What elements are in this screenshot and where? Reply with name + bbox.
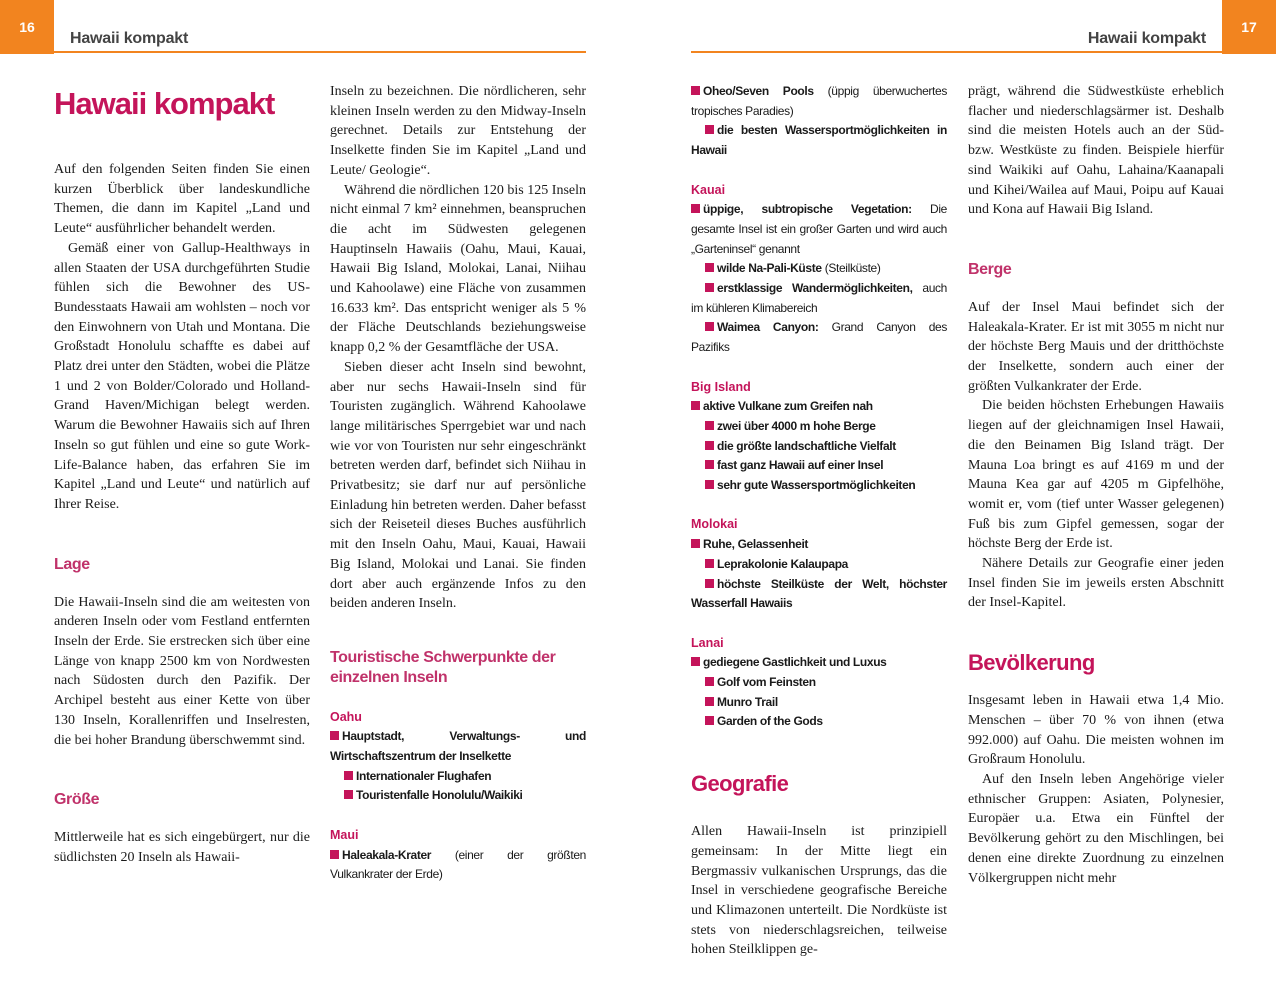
bullet-square-icon (705, 716, 714, 725)
island-label-molokai: Molokai (691, 517, 738, 532)
list-item: zwei über 4000 m hohe Berge (691, 417, 947, 437)
list-item: Golf vom Feinsten (691, 673, 947, 693)
text-column-2 (330, 82, 586, 885)
bullet-square-icon (705, 263, 714, 272)
section-heading-groesse: Größe (54, 791, 100, 809)
right-page (638, 0, 1276, 1000)
list-item: Waimea Canyon: Grand Canyon des Pazifiks (691, 320, 947, 355)
list-item: Munro Trail (691, 693, 947, 713)
list-item: sehr gute Wassersportmöglichkeiten (691, 476, 947, 496)
island-label-maui: Maui (330, 827, 359, 842)
section-heading-lage: Lage (54, 555, 90, 573)
list-item: Touristenfalle Honolulu/Waikiki (330, 786, 586, 806)
highlights-heading: Touristische Schwerpunkte der einzelnen Inseln (330, 648, 556, 686)
island-label-kauai: Kauai (691, 182, 726, 197)
berge-paragraph: Auf der Insel Maui befindet sich der Haleakala-Krater. Er ist mit 3055 m nicht nur der höchste Berg Mauis und der dritthöchste der Inselkette, sondern auch einer der größten Vulkankrater der Erde. (968, 299, 1224, 394)
geografie-paragraph-cont: prägt, während die Südwestküste erheblich flacher und niederschlagsärmer ist. Deshalb sind die meisten Hotels auch an der Süd- bzw. Westküste zu finden. Beispiele hierfür sind Waikiki auf Oahu, Lahaina/Kaanapali und Kihei/Wailea auf Maui, Poipu auf Kauai und Kona auf Hawaii Big Island. (968, 84, 1224, 218)
bullet-square-icon (705, 283, 714, 292)
page-number: 16 (0, 0, 54, 54)
bullet-square-icon (344, 771, 353, 780)
list-item: erstklassige Wandermöglichkeiten, auch im kühleren Klimabereich (691, 281, 947, 315)
running-head: Hawaii kompakt (1087, 30, 1206, 47)
bevoelkerung-paragraph: Auf den Inseln leben Angehörige vieler ethnischer Gruppen: Asiaten, Polynesier, Europäer u.a. Etwa ein Fünftel der Bevölkerung gehört zu den Mischlingen, bei denen eine direkte Zuordnung zu einzelnen Völkergruppen nicht mehr (968, 771, 1224, 886)
list-item: Internationaler Flughafen (330, 767, 586, 787)
bullet-square-icon (691, 657, 700, 666)
list-item: üppige, subtropische Vegetation: Die gesamte Insel ist ein großer Garten und wird auch „Garteninsel“ genannt (691, 202, 947, 256)
berge-paragraph: Die beiden höchsten Erhebungen Hawaiis liegen auf der gleichnamigen Insel Hawaii, die den Beinamen Big Island trägt. Der Mauna Loa bringt es auf 4169 m und der Mauna Kea gar auf 4205 m Gipfelhöhe, womit er, vom (tief unter Wasser gelegenen) Fuß bis zum Gipfel gemessen, sogar der höchste Berg der Erde ist. (968, 398, 1224, 552)
groesse-paragraph: Mittlerweile hat es sich eingebürgert, nur die südlichsten 20 Inseln als Hawaii- (54, 830, 310, 865)
bullet-square-icon (705, 460, 714, 469)
bullet-square-icon (705, 677, 714, 686)
bullet-square-icon (705, 559, 714, 568)
inseln-paragraph: Sieben dieser acht Inseln sind bewohnt, aber nur sechs Hawaii-Inseln sind für Touristen zugänglich. Während Kahoolawe lange militärisches Sperrgebiet war und nach wie vor von Touristen nur sehr eingeschränkt betreten werden darf, befindet sich Niihau in Privatbesitz; sie darf nur auf persönliche Einladung hin betreten werden. Daher befasst sich der Reiseteil dieses Buches ausführlich mit den Inseln Oahu, Maui, Kauai, Hawaii Big Island, Molokai und Lanai. Sie finden dort aber auch ergänzende Infos zu den beiden anderen Inseln. (330, 359, 586, 612)
page-number: 17 (1222, 0, 1276, 54)
island-label-lanai: Lanai (691, 635, 724, 650)
bevoelkerung-paragraph: Insgesamt leben in Hawaii etwa 1,4 Mio. Menschen – über 70 % von ihnen (etwa 992.000) auf Oahu. Die meisten wohnen im Großraum Honolulu. (968, 693, 1224, 768)
flaeche-paragraph: Während die nördlichen 120 bis 125 Inseln nicht einmal 7 km² einnehmen, beanspruchen die acht im Südwesten gelegenen Hauptinseln Hawaiis (Oahu, Maui, Kauai, Hawaii Big Island, Molokai, Lanai, Niihau und Kahoolawe) eine Fläche von zusammen 16.633 km². Das entspricht weniger als 5 % der Fläche Deutschlands beziehungsweise knapp 0,2 % der Gesamtfläche der USA. (330, 182, 586, 356)
text-column-3 (691, 82, 947, 960)
bullet-square-icon (705, 441, 714, 450)
list-item: die größte landschaftliche Vielfalt (691, 437, 947, 457)
bullet-square-icon (705, 125, 714, 134)
bullet-square-icon (705, 480, 714, 489)
list-item: Oheo/Seven Pools (üppig überwuchertes tropisches Paradies) (691, 84, 947, 118)
intro-paragraph: Gemäß einer von Gallup-Healthways in allen Staaten der USA durchgeführten Studie fühlen sich die Bewohner des US-Bundesstaats Hawaii am wohlsten – noch vor den Einwohnern von Utah und Montana. Die Großstadt Honolulu schaffte es dabei auf Platz drei unter den Städten, wobei die Plätze 1 und 2 von Bolder/Colorado und Holland-Grand Haven/Michigan belegt werden. Warum die Bewohner Hawaiis sich auf Ihren Inseln so gut fühlen und eine so gute Work-Life-Balance haben, das erfahren Sie im Kapitel „Land und Leute“ und natürlich auf Ihrer Reise. (54, 240, 310, 512)
bullet-square-icon (330, 731, 339, 740)
list-item: aktive Vulkane zum Greifen nah (691, 397, 947, 417)
section-heading-bevoelkerung: Bevölkerung (968, 650, 1095, 676)
list-item: Hauptstadt, Verwaltungs- und Wirtschaftszentrum der Inselkette (330, 729, 586, 764)
intro-paragraph: Auf den folgenden Seiten finden Sie einen kurzen Überblick über landeskundliche Themen, die dann im Kapitel „Land und Leute“ ausführlicher behandelt werden. (54, 162, 310, 237)
list-item: höchste Steilküste der Welt, höchster Wasserfall Hawaiis (691, 576, 947, 611)
bullet-square-icon (691, 86, 700, 95)
section-heading-berge: Berge (968, 260, 1012, 278)
list-item: Leprakolonie Kalaupapa (691, 555, 947, 575)
section-heading-geografie: Geografie (691, 771, 789, 797)
berge-paragraph: Nähere Details zur Geografie einer jeden Insel finden Sie im jeweils ersten Abschnitt der Insel-Kapitel. (968, 556, 1224, 611)
bullet-square-icon (705, 697, 714, 706)
running-head: Hawaii kompakt (70, 30, 189, 47)
text-column-1 (54, 82, 310, 868)
list-item: die besten Wassersportmöglichkeiten in Hawaii (691, 123, 947, 158)
lage-paragraph: Die Hawaii-Inseln sind die am weitesten von anderen Inseln oder vom Festland entfernten Inseln der Erde. Sie erstrecken sich über eine Länge von knapp 2500 km von Nordwesten nach Südosten durch den Pazifik. Der Archipel besteht aus einer Kette von über 130 Inseln, Korallenriffen und Inselresten, die bei hoher Brandung überschwemmt sind. (54, 594, 310, 748)
list-item: Ruhe, Gelassenheit (691, 535, 947, 555)
bullet-square-icon (705, 579, 714, 588)
bullet-square-icon (691, 539, 700, 548)
list-item: Garden of the Gods (691, 712, 947, 732)
list-item: fast ganz Hawaii auf einer Insel (691, 456, 947, 476)
header-rule (54, 51, 586, 53)
geografie-paragraph: Allen Hawaii-Inseln ist prinzipiell gemeinsam: In der Mitte liegt ein Bergmassiv vulkanischen Ursprungs, das die Insel in verschiedene geografische Bereiche und Klimazonen unterteilt. Die Nordküste ist stets von niederschlagsreichen, teilweise hohen Steilklippen ge- (691, 824, 947, 958)
island-label-oahu: Oahu (330, 709, 362, 724)
bullet-square-icon (691, 401, 700, 410)
bullet-square-icon (344, 790, 353, 799)
chapter-title: Hawaii kompakt (54, 86, 275, 121)
list-item: gediegene Gastlichkeit und Luxus (691, 653, 947, 673)
text-column-4 (968, 82, 1224, 888)
island-label-big-island: Big Island (691, 379, 751, 394)
bullet-square-icon (691, 204, 700, 213)
bullet-square-icon (330, 850, 339, 859)
groesse-paragraph-cont: Inseln zu bezeichnen. Die nördlicheren, sehr kleinen Inseln werden zu den Midway-Inseln gerechnet. Details zur Entstehung der Inselkette finden Sie im Kapitel „Land und Leute/ Geologie“. (330, 84, 586, 178)
list-item: Haleakala-Krater (einer der größten Vulkankrater der Erde) (330, 847, 586, 882)
header-rule (691, 51, 1222, 53)
bullet-square-icon (705, 421, 714, 430)
list-item: wilde Na-Pali-Küste (Steilküste) (691, 259, 947, 279)
bullet-square-icon (705, 322, 714, 331)
